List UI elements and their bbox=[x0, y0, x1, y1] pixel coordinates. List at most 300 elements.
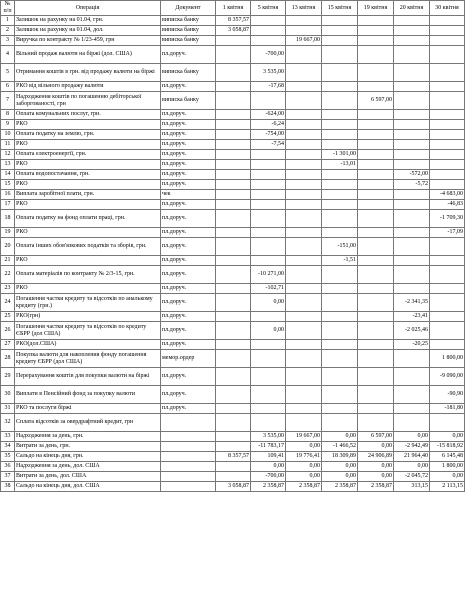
amount-cell bbox=[394, 368, 430, 386]
amount-cell bbox=[430, 312, 465, 322]
table-row bbox=[1, 228, 465, 238]
amount-cell: -1 466,52 bbox=[322, 442, 358, 452]
header-date: 1 квітня bbox=[216, 1, 251, 16]
amount-cell bbox=[358, 130, 394, 140]
amount-cell bbox=[430, 256, 465, 266]
amount-cell bbox=[322, 82, 358, 92]
document-cell bbox=[161, 472, 216, 482]
amount-cell bbox=[216, 442, 251, 452]
operation-cell: РКО bbox=[15, 180, 161, 190]
operation-cell: РКО bbox=[15, 120, 161, 130]
amount-cell bbox=[358, 228, 394, 238]
amount-cell bbox=[322, 140, 358, 150]
amount-cell: 18 309,89 bbox=[322, 452, 358, 462]
amount-cell bbox=[286, 110, 322, 120]
amount-cell bbox=[322, 180, 358, 190]
amount-cell bbox=[430, 82, 465, 92]
amount-cell bbox=[430, 180, 465, 190]
operation-cell: Витрати за день, грн. bbox=[15, 442, 161, 452]
amount-cell bbox=[216, 130, 251, 140]
amount-cell: -20,25 bbox=[394, 340, 430, 350]
amount-cell bbox=[216, 462, 251, 472]
amount-cell bbox=[251, 210, 286, 228]
amount-cell: 0,00 bbox=[322, 462, 358, 472]
amount-cell: -102,71 bbox=[251, 284, 286, 294]
document-cell bbox=[161, 452, 216, 462]
amount-cell: 0,00 bbox=[394, 462, 430, 472]
row-number-cell: 21 bbox=[1, 256, 15, 266]
amount-cell bbox=[216, 404, 251, 414]
amount-cell bbox=[358, 110, 394, 120]
amount-cell bbox=[216, 140, 251, 150]
amount-cell bbox=[430, 170, 465, 180]
table-row bbox=[1, 200, 465, 210]
operation-cell: Залишок на рахунку на 01.04, грн. bbox=[15, 16, 161, 26]
amount-cell bbox=[286, 238, 322, 256]
amount-cell bbox=[394, 150, 430, 160]
amount-cell: 19 776,41 bbox=[286, 452, 322, 462]
table-row bbox=[1, 180, 465, 190]
amount-cell bbox=[286, 82, 322, 92]
amount-cell bbox=[322, 284, 358, 294]
amount-cell bbox=[394, 46, 430, 64]
amount-cell bbox=[286, 266, 322, 284]
header-date: 13 квітня bbox=[286, 1, 322, 16]
operation-cell: Сальдо на кінець дня, дол. США bbox=[15, 482, 161, 492]
amount-cell bbox=[216, 160, 251, 170]
amount-cell: -151,00 bbox=[322, 238, 358, 256]
amount-cell bbox=[394, 16, 430, 26]
amount-cell bbox=[358, 322, 394, 340]
amount-cell bbox=[216, 170, 251, 180]
document-cell: виписка банку bbox=[161, 16, 216, 26]
row-number-cell: 32 bbox=[1, 414, 15, 432]
document-cell bbox=[161, 414, 216, 432]
amount-cell bbox=[286, 284, 322, 294]
amount-cell: 0,00 bbox=[322, 472, 358, 482]
operation-cell: Отримання коштів в грн. від продажу валюти на біржі bbox=[15, 64, 161, 82]
amount-cell: 0,00 bbox=[286, 462, 322, 472]
amount-cell bbox=[430, 238, 465, 256]
operation-cell: Оплата комунальних послуг, грн. bbox=[15, 110, 161, 120]
amount-cell bbox=[394, 82, 430, 92]
operation-cell: Надходження за день, грн. bbox=[15, 432, 161, 442]
amount-cell bbox=[430, 322, 465, 340]
table-row bbox=[1, 64, 465, 82]
document-cell: пл.доруч. bbox=[161, 150, 216, 160]
amount-cell: -5,72 bbox=[394, 180, 430, 190]
amount-cell bbox=[286, 170, 322, 180]
amount-cell bbox=[322, 340, 358, 350]
amount-cell bbox=[358, 170, 394, 180]
amount-cell bbox=[394, 386, 430, 404]
amount-cell: -181,80 bbox=[430, 404, 465, 414]
amount-cell: 19 667,00 bbox=[286, 432, 322, 442]
amount-cell bbox=[251, 256, 286, 266]
amount-cell bbox=[216, 36, 251, 46]
amount-cell bbox=[394, 404, 430, 414]
table-row bbox=[1, 120, 465, 130]
document-cell: пл.доруч. bbox=[161, 130, 216, 140]
table-row bbox=[1, 368, 465, 386]
header-date: 15 квітня bbox=[322, 1, 358, 16]
amount-cell bbox=[286, 340, 322, 350]
operation-cell: Надходження за день, дол. США bbox=[15, 462, 161, 472]
amount-cell bbox=[394, 120, 430, 130]
amount-cell bbox=[216, 210, 251, 228]
amount-cell bbox=[286, 322, 322, 340]
amount-cell bbox=[358, 294, 394, 312]
amount-cell bbox=[394, 414, 430, 432]
amount-cell bbox=[394, 92, 430, 110]
amount-cell bbox=[286, 64, 322, 82]
table-row bbox=[1, 150, 465, 160]
amount-cell bbox=[216, 180, 251, 190]
operation-cell: РКО bbox=[15, 140, 161, 150]
amount-cell bbox=[286, 140, 322, 150]
amount-cell: 0,00 bbox=[251, 294, 286, 312]
row-number-cell: 2 bbox=[1, 26, 15, 36]
amount-cell bbox=[216, 110, 251, 120]
amount-cell bbox=[358, 36, 394, 46]
amount-cell bbox=[286, 414, 322, 432]
table-row bbox=[1, 414, 465, 432]
amount-cell: 8 357,57 bbox=[216, 16, 251, 26]
amount-cell bbox=[430, 36, 465, 46]
amount-cell: -700,00 bbox=[251, 46, 286, 64]
document-cell: пл.доруч. bbox=[161, 256, 216, 266]
amount-cell: 0,00 bbox=[286, 442, 322, 452]
amount-cell bbox=[216, 190, 251, 200]
document-cell: пл.доруч. bbox=[161, 266, 216, 284]
document-cell: мемор.ордер bbox=[161, 350, 216, 368]
amount-cell: -2 942,49 bbox=[394, 442, 430, 452]
amount-cell bbox=[286, 130, 322, 140]
row-number-cell: 9 bbox=[1, 120, 15, 130]
amount-cell bbox=[358, 46, 394, 64]
row-number-cell: 10 bbox=[1, 130, 15, 140]
document-cell: пл.доруч. bbox=[161, 200, 216, 210]
amount-cell bbox=[251, 200, 286, 210]
operation-cell: РКО bbox=[15, 284, 161, 294]
operation-cell: Виплати в Пенсійний фонд за покупку валюти bbox=[15, 386, 161, 404]
row-number-cell: 20 bbox=[1, 238, 15, 256]
amount-cell: 0,00 bbox=[251, 462, 286, 472]
amount-cell bbox=[430, 294, 465, 312]
table-row bbox=[1, 110, 465, 120]
row-number-cell: 24 bbox=[1, 294, 15, 312]
row-number-cell: 35 bbox=[1, 452, 15, 462]
operation-cell: РКО bbox=[15, 228, 161, 238]
amount-cell bbox=[251, 404, 286, 414]
table-row bbox=[1, 312, 465, 322]
row-number-cell: 16 bbox=[1, 190, 15, 200]
amount-cell: -624,00 bbox=[251, 110, 286, 120]
document-cell: пл.доруч. bbox=[161, 210, 216, 228]
document-cell: пл.доруч. bbox=[161, 180, 216, 190]
amount-cell bbox=[286, 210, 322, 228]
amount-cell bbox=[358, 150, 394, 160]
document-cell: пл.доруч. bbox=[161, 228, 216, 238]
amount-cell bbox=[251, 386, 286, 404]
amount-cell: -90,90 bbox=[430, 386, 465, 404]
amount-cell bbox=[358, 256, 394, 266]
amount-cell: 1 800,00 bbox=[430, 462, 465, 472]
amount-cell bbox=[394, 140, 430, 150]
table-body bbox=[1, 16, 465, 492]
amount-cell bbox=[286, 150, 322, 160]
amount-cell: 2 358,87 bbox=[251, 482, 286, 492]
amount-cell: -2 025,46 bbox=[394, 322, 430, 340]
amount-cell bbox=[322, 404, 358, 414]
amount-cell: -754,00 bbox=[251, 130, 286, 140]
amount-cell bbox=[251, 190, 286, 200]
operation-cell: Оплата водопостачання, грн. bbox=[15, 170, 161, 180]
amount-cell bbox=[358, 284, 394, 294]
row-number-cell: 37 bbox=[1, 472, 15, 482]
amount-cell bbox=[322, 36, 358, 46]
amount-cell bbox=[394, 256, 430, 266]
amount-cell bbox=[322, 120, 358, 130]
row-number-cell: 34 bbox=[1, 442, 15, 452]
amount-cell: 19 667,00 bbox=[286, 36, 322, 46]
amount-cell bbox=[251, 160, 286, 170]
operation-cell: РКО від вільного продажу валюти bbox=[15, 82, 161, 92]
amount-cell bbox=[358, 266, 394, 284]
amount-cell bbox=[286, 404, 322, 414]
amount-cell bbox=[216, 472, 251, 482]
amount-cell: 109,41 bbox=[251, 452, 286, 462]
document-cell bbox=[161, 482, 216, 492]
amount-cell bbox=[322, 190, 358, 200]
amount-cell: -15 818,92 bbox=[430, 442, 465, 452]
amount-cell bbox=[322, 130, 358, 140]
amount-cell bbox=[286, 228, 322, 238]
row-number-cell: 7 bbox=[1, 92, 15, 110]
amount-cell bbox=[251, 414, 286, 432]
row-number-cell: 33 bbox=[1, 432, 15, 442]
amount-cell bbox=[394, 266, 430, 284]
amount-cell bbox=[358, 340, 394, 350]
amount-cell bbox=[251, 26, 286, 36]
document-cell: пл.доруч. bbox=[161, 284, 216, 294]
amount-cell bbox=[430, 266, 465, 284]
amount-cell: 3 535,00 bbox=[251, 432, 286, 442]
header-date: 19 квітня bbox=[358, 1, 394, 16]
header-date: 5 квітня bbox=[251, 1, 286, 16]
row-number-cell: 15 bbox=[1, 180, 15, 190]
amount-cell: -1 709,30 bbox=[430, 210, 465, 228]
row-number-cell: 17 bbox=[1, 200, 15, 210]
amount-cell bbox=[251, 150, 286, 160]
amount-cell: 0,00 bbox=[251, 322, 286, 340]
amount-cell bbox=[430, 150, 465, 160]
table-row bbox=[1, 46, 465, 64]
table-row bbox=[1, 210, 465, 228]
amount-cell bbox=[430, 414, 465, 432]
operation-cell: Погашення частки кредиту та відсотків по кредиту ЄБРР (дол США) bbox=[15, 322, 161, 340]
amount-cell: 3 058,87 bbox=[216, 482, 251, 492]
operation-cell: Покупка валюти для накопления фонду погашення кредиту ЄБРР (дол США) bbox=[15, 350, 161, 368]
amount-cell: -13,01 bbox=[322, 160, 358, 170]
document-cell: пл.доруч. bbox=[161, 312, 216, 322]
amount-cell: -11 783,17 bbox=[251, 442, 286, 452]
amount-cell: 2 113,15 bbox=[430, 482, 465, 492]
row-number-cell: 22 bbox=[1, 266, 15, 284]
amount-cell bbox=[251, 350, 286, 368]
amount-cell bbox=[358, 386, 394, 404]
amount-cell bbox=[216, 82, 251, 92]
operation-cell: Виручка по контракту № 1/23-459, грн bbox=[15, 36, 161, 46]
amount-cell: -700,00 bbox=[251, 472, 286, 482]
amount-cell: -17,09 bbox=[430, 228, 465, 238]
amount-cell bbox=[286, 16, 322, 26]
amount-cell bbox=[286, 312, 322, 322]
amount-cell bbox=[251, 36, 286, 46]
amount-cell bbox=[358, 190, 394, 200]
amount-cell bbox=[394, 160, 430, 170]
amount-cell bbox=[286, 180, 322, 190]
row-number-cell: 3 bbox=[1, 36, 15, 46]
amount-cell bbox=[394, 64, 430, 82]
table-row bbox=[1, 452, 465, 462]
amount-cell bbox=[216, 432, 251, 442]
table-row bbox=[1, 16, 465, 26]
amount-cell bbox=[322, 170, 358, 180]
row-number-cell: 30 bbox=[1, 386, 15, 404]
operation-cell: РКО bbox=[15, 200, 161, 210]
amount-cell bbox=[322, 64, 358, 82]
row-number-cell: 31 bbox=[1, 404, 15, 414]
amount-cell bbox=[430, 120, 465, 130]
amount-cell: 0,00 bbox=[358, 472, 394, 482]
header-document: Документ bbox=[161, 1, 216, 16]
amount-cell bbox=[358, 210, 394, 228]
amount-cell bbox=[216, 46, 251, 64]
amount-cell bbox=[216, 256, 251, 266]
table-row bbox=[1, 404, 465, 414]
amount-cell bbox=[286, 386, 322, 404]
document-cell: пл.доруч. bbox=[161, 386, 216, 404]
amount-cell bbox=[286, 368, 322, 386]
table-row bbox=[1, 482, 465, 492]
amount-cell bbox=[394, 238, 430, 256]
amount-cell bbox=[286, 200, 322, 210]
table-row bbox=[1, 472, 465, 482]
document-cell: виписка банку bbox=[161, 64, 216, 82]
amount-cell bbox=[251, 312, 286, 322]
amount-cell bbox=[286, 46, 322, 64]
row-number-cell: 25 bbox=[1, 312, 15, 322]
row-number-cell: 6 bbox=[1, 82, 15, 92]
header-date: 20 квітня bbox=[394, 1, 430, 16]
operation-cell: Оплата податку на фонд оплати праці, грн. bbox=[15, 210, 161, 228]
amount-cell bbox=[430, 284, 465, 294]
amount-cell bbox=[216, 386, 251, 404]
document-cell bbox=[161, 462, 216, 472]
row-number-cell: 18 bbox=[1, 210, 15, 228]
amount-cell bbox=[358, 368, 394, 386]
table-row bbox=[1, 266, 465, 284]
header-row bbox=[1, 1, 465, 16]
document-cell: виписка банку bbox=[161, 26, 216, 36]
row-number-cell: 12 bbox=[1, 150, 15, 160]
amount-cell: 0,00 bbox=[358, 462, 394, 472]
amount-cell: -6,24 bbox=[251, 120, 286, 130]
amount-cell bbox=[394, 200, 430, 210]
document-cell bbox=[161, 442, 216, 452]
amount-cell: -17,68 bbox=[251, 82, 286, 92]
operation-cell: Сальдо на кінець дня, грн. bbox=[15, 452, 161, 462]
amount-cell bbox=[251, 368, 286, 386]
table-row bbox=[1, 170, 465, 180]
amount-cell bbox=[430, 92, 465, 110]
document-cell: пл.доруч. bbox=[161, 238, 216, 256]
document-cell bbox=[161, 432, 216, 442]
table-row bbox=[1, 130, 465, 140]
amount-cell bbox=[286, 92, 322, 110]
row-number-cell: 5 bbox=[1, 64, 15, 82]
amount-cell: 0,00 bbox=[430, 472, 465, 482]
amount-cell: 6 597,00 bbox=[358, 92, 394, 110]
amount-cell bbox=[394, 130, 430, 140]
operation-cell: Погашення частки кредиту та відсотків по аналькому кредиту (грн.) bbox=[15, 294, 161, 312]
operation-cell: Вільний продаж валюти на біржі (дол. США) bbox=[15, 46, 161, 64]
row-number-cell: 28 bbox=[1, 350, 15, 368]
amount-cell: -1,51 bbox=[322, 256, 358, 266]
amount-cell: 3 058,87 bbox=[216, 26, 251, 36]
table-row bbox=[1, 294, 465, 312]
amount-cell bbox=[322, 210, 358, 228]
row-number-cell: 19 bbox=[1, 228, 15, 238]
amount-cell bbox=[216, 414, 251, 432]
amount-cell bbox=[216, 266, 251, 284]
amount-cell bbox=[430, 130, 465, 140]
document-cell: пл.доруч. bbox=[161, 82, 216, 92]
document-cell: пл.доруч. bbox=[161, 160, 216, 170]
amount-cell: 0,00 bbox=[394, 432, 430, 442]
document-cell: пл.доруч. bbox=[161, 120, 216, 130]
table-row bbox=[1, 36, 465, 46]
amount-cell bbox=[286, 26, 322, 36]
amount-cell bbox=[358, 180, 394, 190]
amount-cell bbox=[394, 110, 430, 120]
operation-cell: РКО(дол.США) bbox=[15, 340, 161, 350]
amount-cell bbox=[251, 180, 286, 190]
amount-cell bbox=[430, 110, 465, 120]
amount-cell: -46,83 bbox=[430, 200, 465, 210]
amount-cell bbox=[322, 92, 358, 110]
row-number-cell: 27 bbox=[1, 340, 15, 350]
amount-cell bbox=[358, 64, 394, 82]
operation-cell: Сплата відсотків за овердрафтний кредит, грн bbox=[15, 414, 161, 432]
amount-cell bbox=[322, 16, 358, 26]
document-cell: пл.доруч. bbox=[161, 110, 216, 120]
amount-cell bbox=[216, 150, 251, 160]
amount-cell bbox=[251, 170, 286, 180]
amount-cell bbox=[322, 46, 358, 64]
amount-cell bbox=[216, 340, 251, 350]
document-cell: пл.доруч. bbox=[161, 322, 216, 340]
row-number-cell: 36 bbox=[1, 462, 15, 472]
header-number: № п/п bbox=[1, 1, 15, 16]
amount-cell bbox=[394, 210, 430, 228]
amount-cell bbox=[216, 368, 251, 386]
table-row bbox=[1, 92, 465, 110]
amount-cell bbox=[216, 294, 251, 312]
amount-cell bbox=[430, 46, 465, 64]
amount-cell bbox=[322, 368, 358, 386]
